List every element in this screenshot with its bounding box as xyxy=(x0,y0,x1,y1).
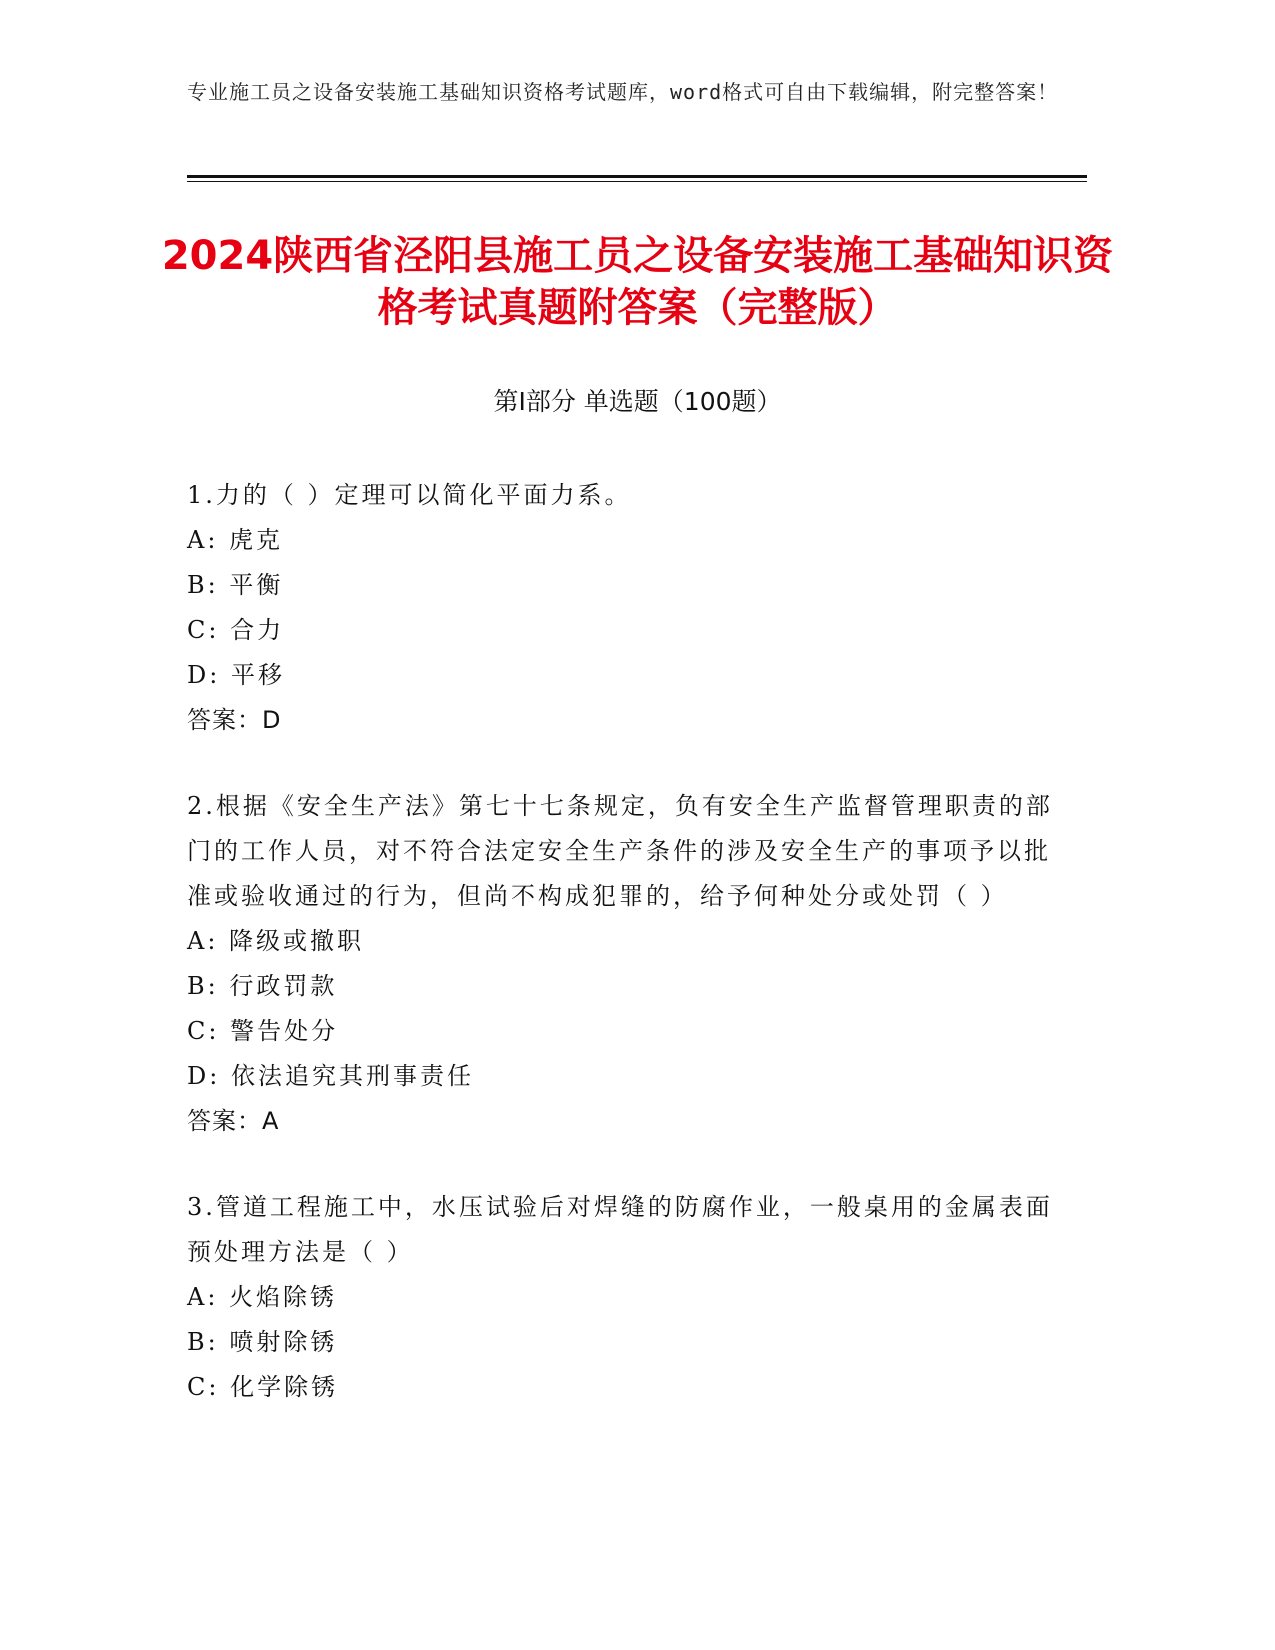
answer: 答案：A xyxy=(187,1107,280,1135)
option-d: D: 依法追究其刑事责任 xyxy=(187,1062,474,1090)
question-2 xyxy=(187,784,1067,1144)
question-stem: 1.力的（ ）定理可以简化平面力系。 xyxy=(187,481,632,509)
answer: 答案：D xyxy=(187,706,282,734)
option-a: A: 火焰除锈 xyxy=(187,1283,338,1311)
question-3 xyxy=(187,1185,1067,1410)
header-rule-thin xyxy=(187,181,1087,182)
option-b: B: 平衡 xyxy=(187,571,284,599)
question-list xyxy=(187,473,1067,1451)
option-c: C: 化学除锈 xyxy=(187,1373,339,1401)
question-stem: 2.根据《安全生产法》第七十七条规定，负有安全生产监督管理职责的部门的工作人员，对不符合法定安全生产条件的涉及安全生产的事项予以批准或验收通过的行为，但尚不构成犯罪的，给予何种处分或处罚（ ） xyxy=(187,792,1053,910)
option-c: C: 合力 xyxy=(187,616,285,644)
document-title: 2024陕西省泾阳县施工员之设备安装施工基础知识资格考试真题附答案（完整版） xyxy=(161,233,1114,331)
option-b: B: 行政罚款 xyxy=(187,972,338,1000)
option-a: A: 降级或撤职 xyxy=(187,927,365,955)
header-note: 专业施工员之设备安装施工基础知识资格考试题库，word格式可自由下载编辑，附完整答案！ xyxy=(187,80,1059,104)
option-d: D: 平移 xyxy=(187,661,285,689)
header-rule-thick xyxy=(187,175,1087,178)
option-c: C: 警告处分 xyxy=(187,1017,339,1045)
question-stem: 3.管道工程施工中，水压试验后对焊缝的防腐作业，一般桌用的金属表面预处理方法是（ ） xyxy=(187,1193,1053,1266)
question-1 xyxy=(187,473,1067,743)
option-a: A: 虎克 xyxy=(187,526,284,554)
option-b: B: 喷射除锈 xyxy=(187,1328,338,1356)
section-title: 第Ⅰ部分 单选题（100题） xyxy=(493,387,782,416)
